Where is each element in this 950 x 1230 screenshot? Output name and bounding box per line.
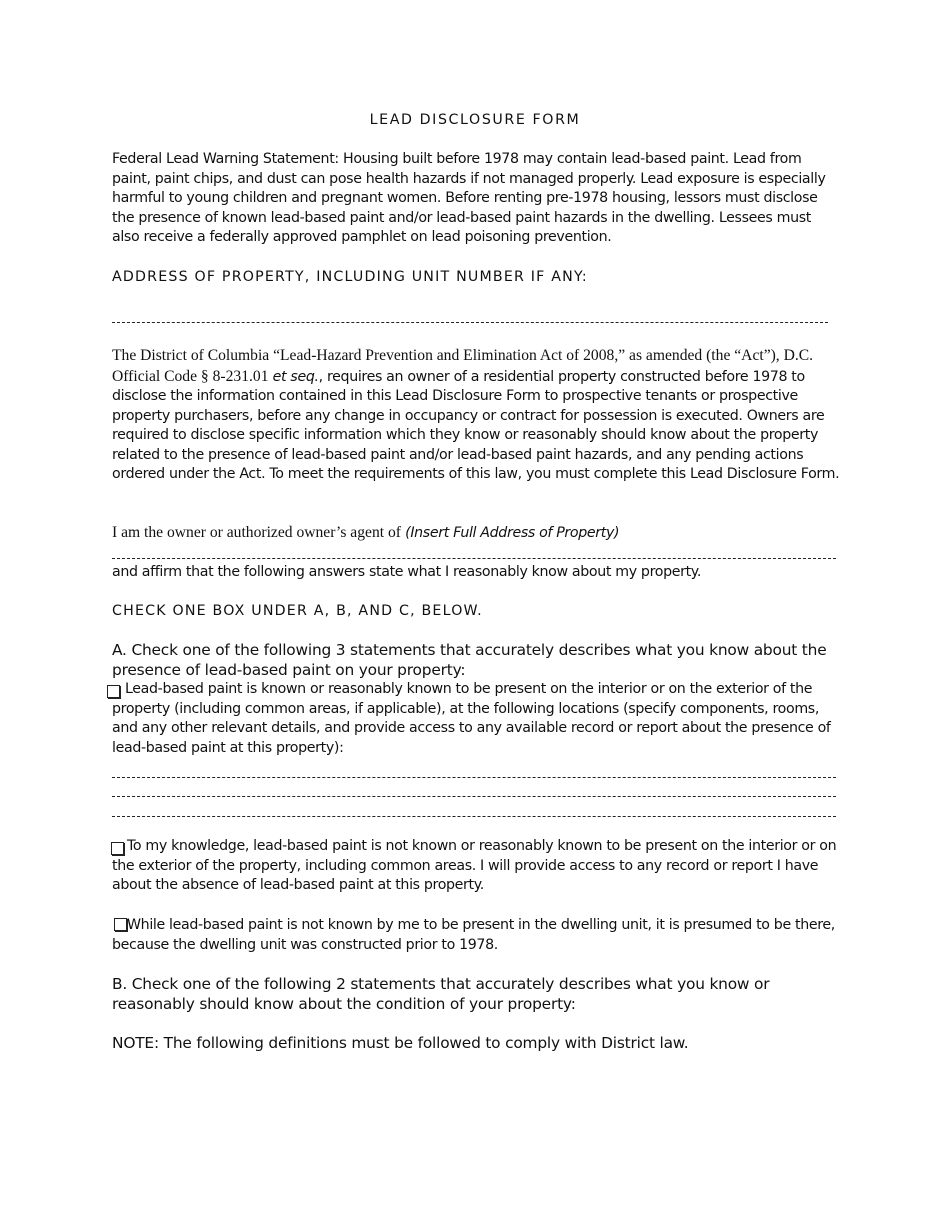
act-paragraph <box>112 346 842 485</box>
owner-line-text: I am the owner or authorized owner’s agent of <box>112 524 401 541</box>
act-body: , requires an owner of a residential property constructed before 1978 to disclose the information contained in this Lead Disclosure Form to prospective tenants or prospective property purchasers, before any change in occupancy or contract for possession is executed. Owners are required to disclose specific information which they know or reasonably should know about the property related to the presence of lead-based paint and/or lead-based paint hazards, and any pending actions ordered under the Act. To meet the requirements of this law, you must complete this Lead Disclosure Form. <box>112 368 840 482</box>
check-one-heading: CHECK ONE BOX UNDER A, B, AND C, BELOW. <box>112 603 483 619</box>
act-et-seq: et seq. <box>272 368 319 385</box>
owner-statement <box>112 523 842 544</box>
section-b-heading: B. Check one of the following 2 statements that accurately describes what you know or reasonably should know about the condition of your property: <box>112 975 770 1013</box>
option-a2-text: To my knowledge, lead-based paint is not known or reasonably known to be present on the interior or on the exterior of the property, including common areas. I will provide access to any record or report I have about the absence of lead-based paint at this property. <box>112 838 837 893</box>
option-a3-text: While lead-based paint is not known by me to be present in the dwelling unit, it is presumed to be there, because the dwelling unit was constructed prior to 1978. <box>112 917 835 953</box>
address-blank-line[interactable] <box>112 322 828 323</box>
a1-blank-line-2[interactable] <box>112 796 836 797</box>
a1-blank-line-1[interactable] <box>112 777 836 778</box>
a1-blank-line-3[interactable] <box>112 816 836 817</box>
federal-warning-statement: Federal Lead Warning Statement: Housing built before 1978 may contain lead-based paint. Lead from paint, paint chips, and dust can pose health hazards if not managed properly. Lead exposure is especially harmful to young children and pregnant women. Before renting pre-1978 housing, lessors must disclose the presence of known lead-based paint and/or lead-based paint hazards in the dwelling. Lessees must also receive a federally approved pamphlet on lead poisoning prevention. <box>112 151 826 245</box>
owner-line-hint: (Insert Full Address of Property) <box>405 525 620 541</box>
affirm-line: and affirm that the following answers state what I reasonably know about my property. <box>112 564 701 580</box>
address-heading: ADDRESS OF PROPERTY, INCLUDING UNIT NUMBER IF ANY: <box>112 269 588 285</box>
option-a1-text: Lead-based paint is known or reasonably known to be present on the interior or on the exterior of the property (including common areas, if applicable), at the following locations (specify components, rooms, and any other relevant details, and provide access to any available record or report about the presence of lead-based paint at this property): <box>112 681 831 756</box>
act-intro: The District of Columbia “Lead-Hazard Prevention and Elimination Act of 2008,” as amended (the “Act”), D.C. Official Code § 8-231.01 <box>112 347 814 385</box>
definitions-note: NOTE: The following definitions must be followed to comply with District law. <box>112 1034 689 1052</box>
section-a-heading: A. Check one of the following 3 statements that accurately describes what you know about the presence of lead-based paint on your property: <box>112 641 827 679</box>
owner-address-blank-line[interactable] <box>112 558 836 559</box>
form-title: LEAD DISCLOSURE FORM <box>369 112 581 128</box>
